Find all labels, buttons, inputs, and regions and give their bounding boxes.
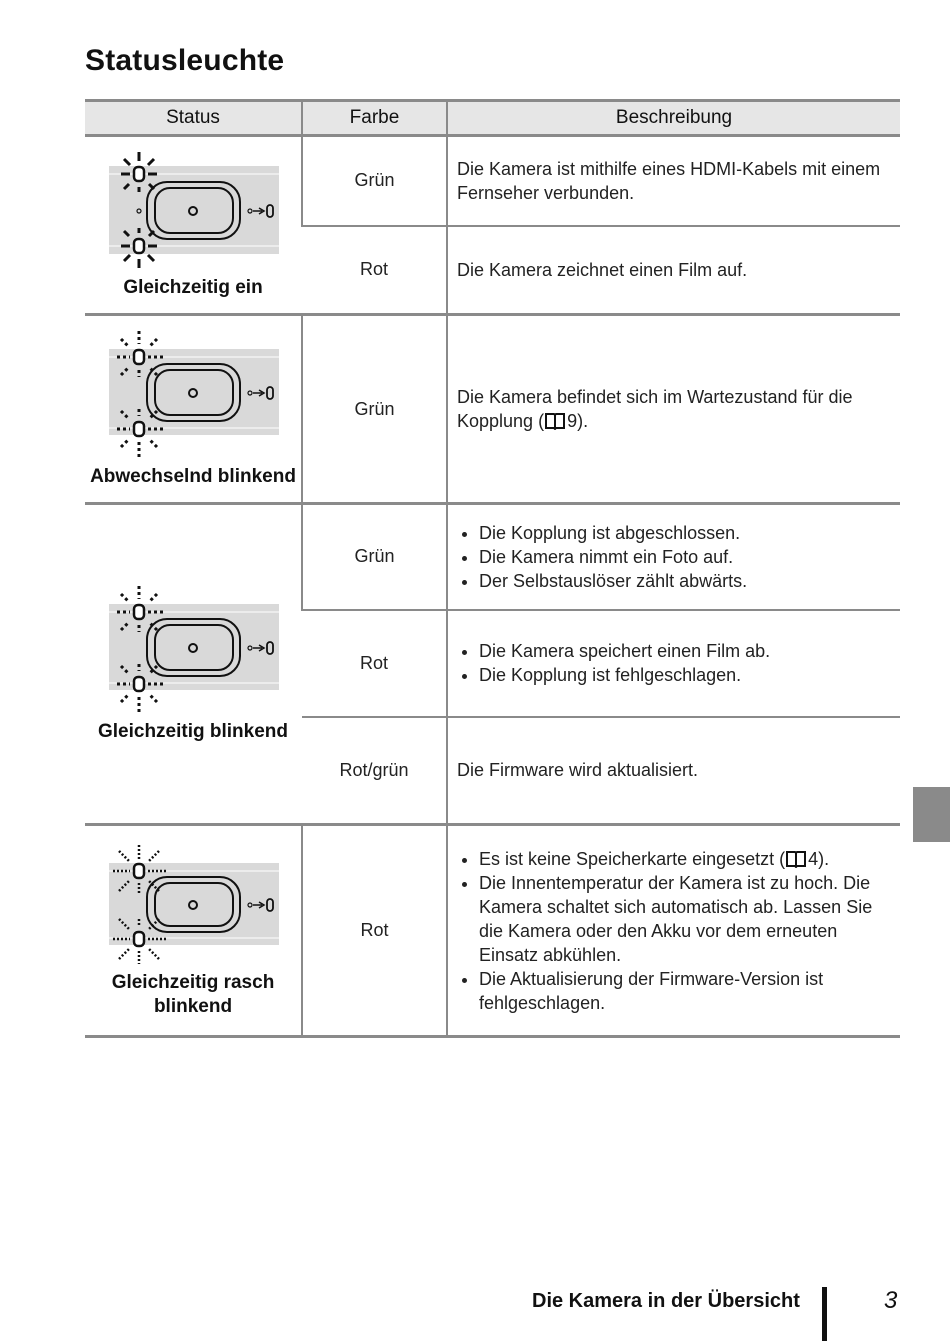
bullet-list [457, 847, 888, 1015]
status-cell-steady [85, 136, 302, 315]
header-color: Farbe [302, 101, 447, 136]
description-cell: Die Kamera zeichnet einen Film auf. [447, 226, 900, 315]
list-item: • Der Selbstauslöser zählt abwärts. [479, 569, 888, 593]
status-table [85, 99, 900, 1038]
list-item: • Die Aktualisierung der Firmware-Version ist fehlgeschlagen. [479, 967, 888, 1015]
description-cell [447, 504, 900, 610]
table-row [85, 825, 900, 1037]
bullet-list [457, 521, 888, 593]
footer-section-title: Die Kamera in der Übersicht [532, 1290, 800, 1312]
table-row [85, 504, 900, 610]
book-reference-icon [544, 412, 566, 430]
footer-divider [822, 1287, 827, 1341]
book-reference-icon [785, 850, 807, 868]
table-header-row [85, 101, 900, 136]
camera-status-led-icon [107, 843, 279, 965]
status-cell-rapid-blinking [85, 825, 302, 1037]
color-cell: Rot [302, 226, 447, 315]
list-item: • Die Kopplung ist fehlgeschlagen. [479, 663, 888, 687]
color-cell: Grün [302, 136, 447, 226]
description-cell [447, 825, 900, 1037]
list-item: • Die Innentemperatur der Kamera ist zu hoch. Die Kamera schaltet sich automatisch ab. Lassen Sie die Kamera oder den Akku vor dem erneuten Einsatz abkühlen. [479, 871, 888, 967]
status-label: Abwechselnd blinkend [90, 466, 296, 487]
color-cell: Rot/grün [302, 717, 447, 825]
status-label: Gleichzeitig rasch blinkend [111, 971, 275, 1017]
status-label: Gleichzeitig ein [123, 277, 263, 298]
description-text: Die Kamera befindet sich im Wartezustand für die Kopplung ( [457, 387, 853, 431]
description-cell: Die Kamera ist mithilfe eines HDMI-Kabels mit einem Fernseher verbunden. [447, 136, 900, 226]
reference-page: 4 [808, 848, 819, 869]
list-item: • Die Kamera speichert einen Film ab. [479, 639, 888, 663]
list-item: • Die Kopplung ist abgeschlossen. [479, 521, 888, 545]
list-item: • Die Kamera nimmt ein Foto auf. [479, 545, 888, 569]
camera-status-led-icon [107, 584, 279, 714]
header-status: Status [85, 101, 302, 136]
status-cell-simultaneous-blinking [85, 504, 302, 825]
bullet-list [457, 639, 888, 687]
color-cell: Grün [302, 315, 447, 504]
camera-status-led-icon [107, 329, 279, 459]
description-text: Es ist keine Speicherkarte eingesetzt ( [479, 848, 786, 869]
page-number: 3 [884, 1287, 898, 1314]
reference-page: 9 [567, 411, 578, 431]
status-label: Gleichzeitig blinkend [97, 721, 289, 742]
chapter-tab [913, 787, 950, 842]
page-title: Statusleuchte [85, 44, 285, 77]
color-cell: Grün [302, 504, 447, 610]
list-item [479, 847, 888, 871]
description-text: ). [818, 848, 830, 869]
description-text: ). [577, 411, 589, 431]
camera-status-led-icon [107, 150, 279, 270]
color-cell: Rot [302, 610, 447, 717]
status-cell-alternating [85, 315, 302, 504]
header-description: Beschreibung [447, 101, 900, 136]
description-cell [447, 610, 900, 717]
table-row [85, 315, 900, 504]
table-row [85, 136, 900, 226]
description-cell [447, 315, 900, 504]
color-cell: Rot [302, 825, 447, 1037]
description-cell: Die Firmware wird aktualisiert. [447, 717, 900, 825]
